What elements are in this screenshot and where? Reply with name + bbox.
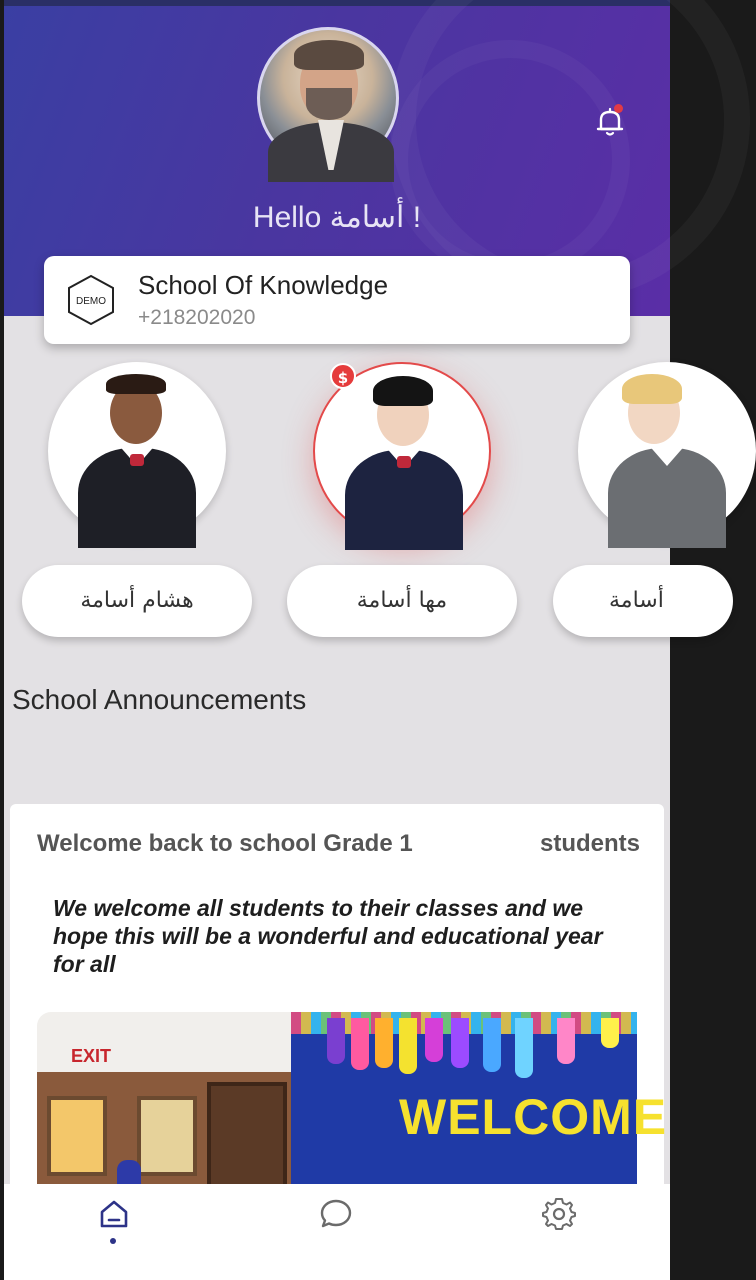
announcement-title-end: students: [539, 830, 640, 857]
notification-bell-button[interactable]: [592, 104, 628, 140]
image-window: [137, 1096, 197, 1176]
nav-settings-button[interactable]: [541, 1196, 577, 1232]
image-tassel: [399, 1018, 417, 1074]
nav-home-button[interactable]: [96, 1196, 132, 1232]
child-name-button[interactable]: مها أسامة: [287, 565, 517, 637]
image-tassel: [451, 1018, 469, 1068]
child-name-button[interactable]: أسامة: [553, 565, 733, 637]
user-name: أسامة: [329, 201, 405, 234]
avatar-beard: [306, 88, 352, 120]
image-tassel: [601, 1018, 619, 1048]
image-tassel: [483, 1018, 501, 1072]
image-tassel: [351, 1018, 369, 1070]
chat-icon: [318, 1196, 354, 1232]
school-phone: +218202020: [138, 306, 256, 329]
greeting-suffix: !: [412, 201, 422, 234]
child-avatar-third[interactable]: [578, 362, 756, 540]
announcement-image[interactable]: [37, 1012, 668, 1212]
image-window: [47, 1096, 107, 1176]
greeting-text: [4, 200, 670, 235]
announcements-heading: School Announcements: [12, 684, 307, 715]
child-avatar-hisham[interactable]: [48, 362, 226, 540]
school-name: School Of Knowledge: [138, 270, 389, 300]
image-tassel: [327, 1018, 345, 1064]
school-logo-text: DEMO: [76, 296, 106, 307]
fee-badge-dollar-icon: $: [330, 363, 356, 389]
child-name-button[interactable]: هشام أسامة: [22, 565, 252, 637]
settings-icon: [541, 1196, 577, 1232]
announcement-body: We welcome all students to their classes and we hope this will be a wonderful and educational year for all: [53, 895, 603, 977]
announcement-card[interactable]: [10, 804, 668, 1224]
home-icon: [96, 1196, 132, 1232]
child-tie: [130, 454, 144, 466]
school-card[interactable]: [44, 256, 630, 344]
unread-dot: [614, 104, 623, 113]
image-welcome-text: WELCOME: [399, 1089, 668, 1145]
user-avatar[interactable]: [257, 27, 399, 169]
child-hair: [106, 374, 166, 394]
active-indicator: [110, 1238, 116, 1244]
image-tassel: [375, 1018, 393, 1068]
app-screen: [4, 0, 670, 1280]
child-hair: [373, 376, 433, 406]
school-logo-icon: [66, 274, 116, 326]
nav-chat-button[interactable]: [318, 1196, 354, 1232]
greeting-prefix: Hello: [252, 201, 322, 234]
image-tassel: [557, 1018, 575, 1064]
child-hair: [622, 374, 682, 404]
image-tassel: [425, 1018, 443, 1062]
avatar-hair: [294, 40, 364, 70]
image-tassel: [515, 1018, 533, 1078]
header-decoration: [390, 40, 630, 280]
announcement-title: Welcome back to school Grade 1: [37, 830, 413, 857]
image-exit-sign: EXIT: [71, 1046, 112, 1066]
child-bow: [397, 456, 411, 468]
bottom-navigation: [4, 1184, 670, 1280]
